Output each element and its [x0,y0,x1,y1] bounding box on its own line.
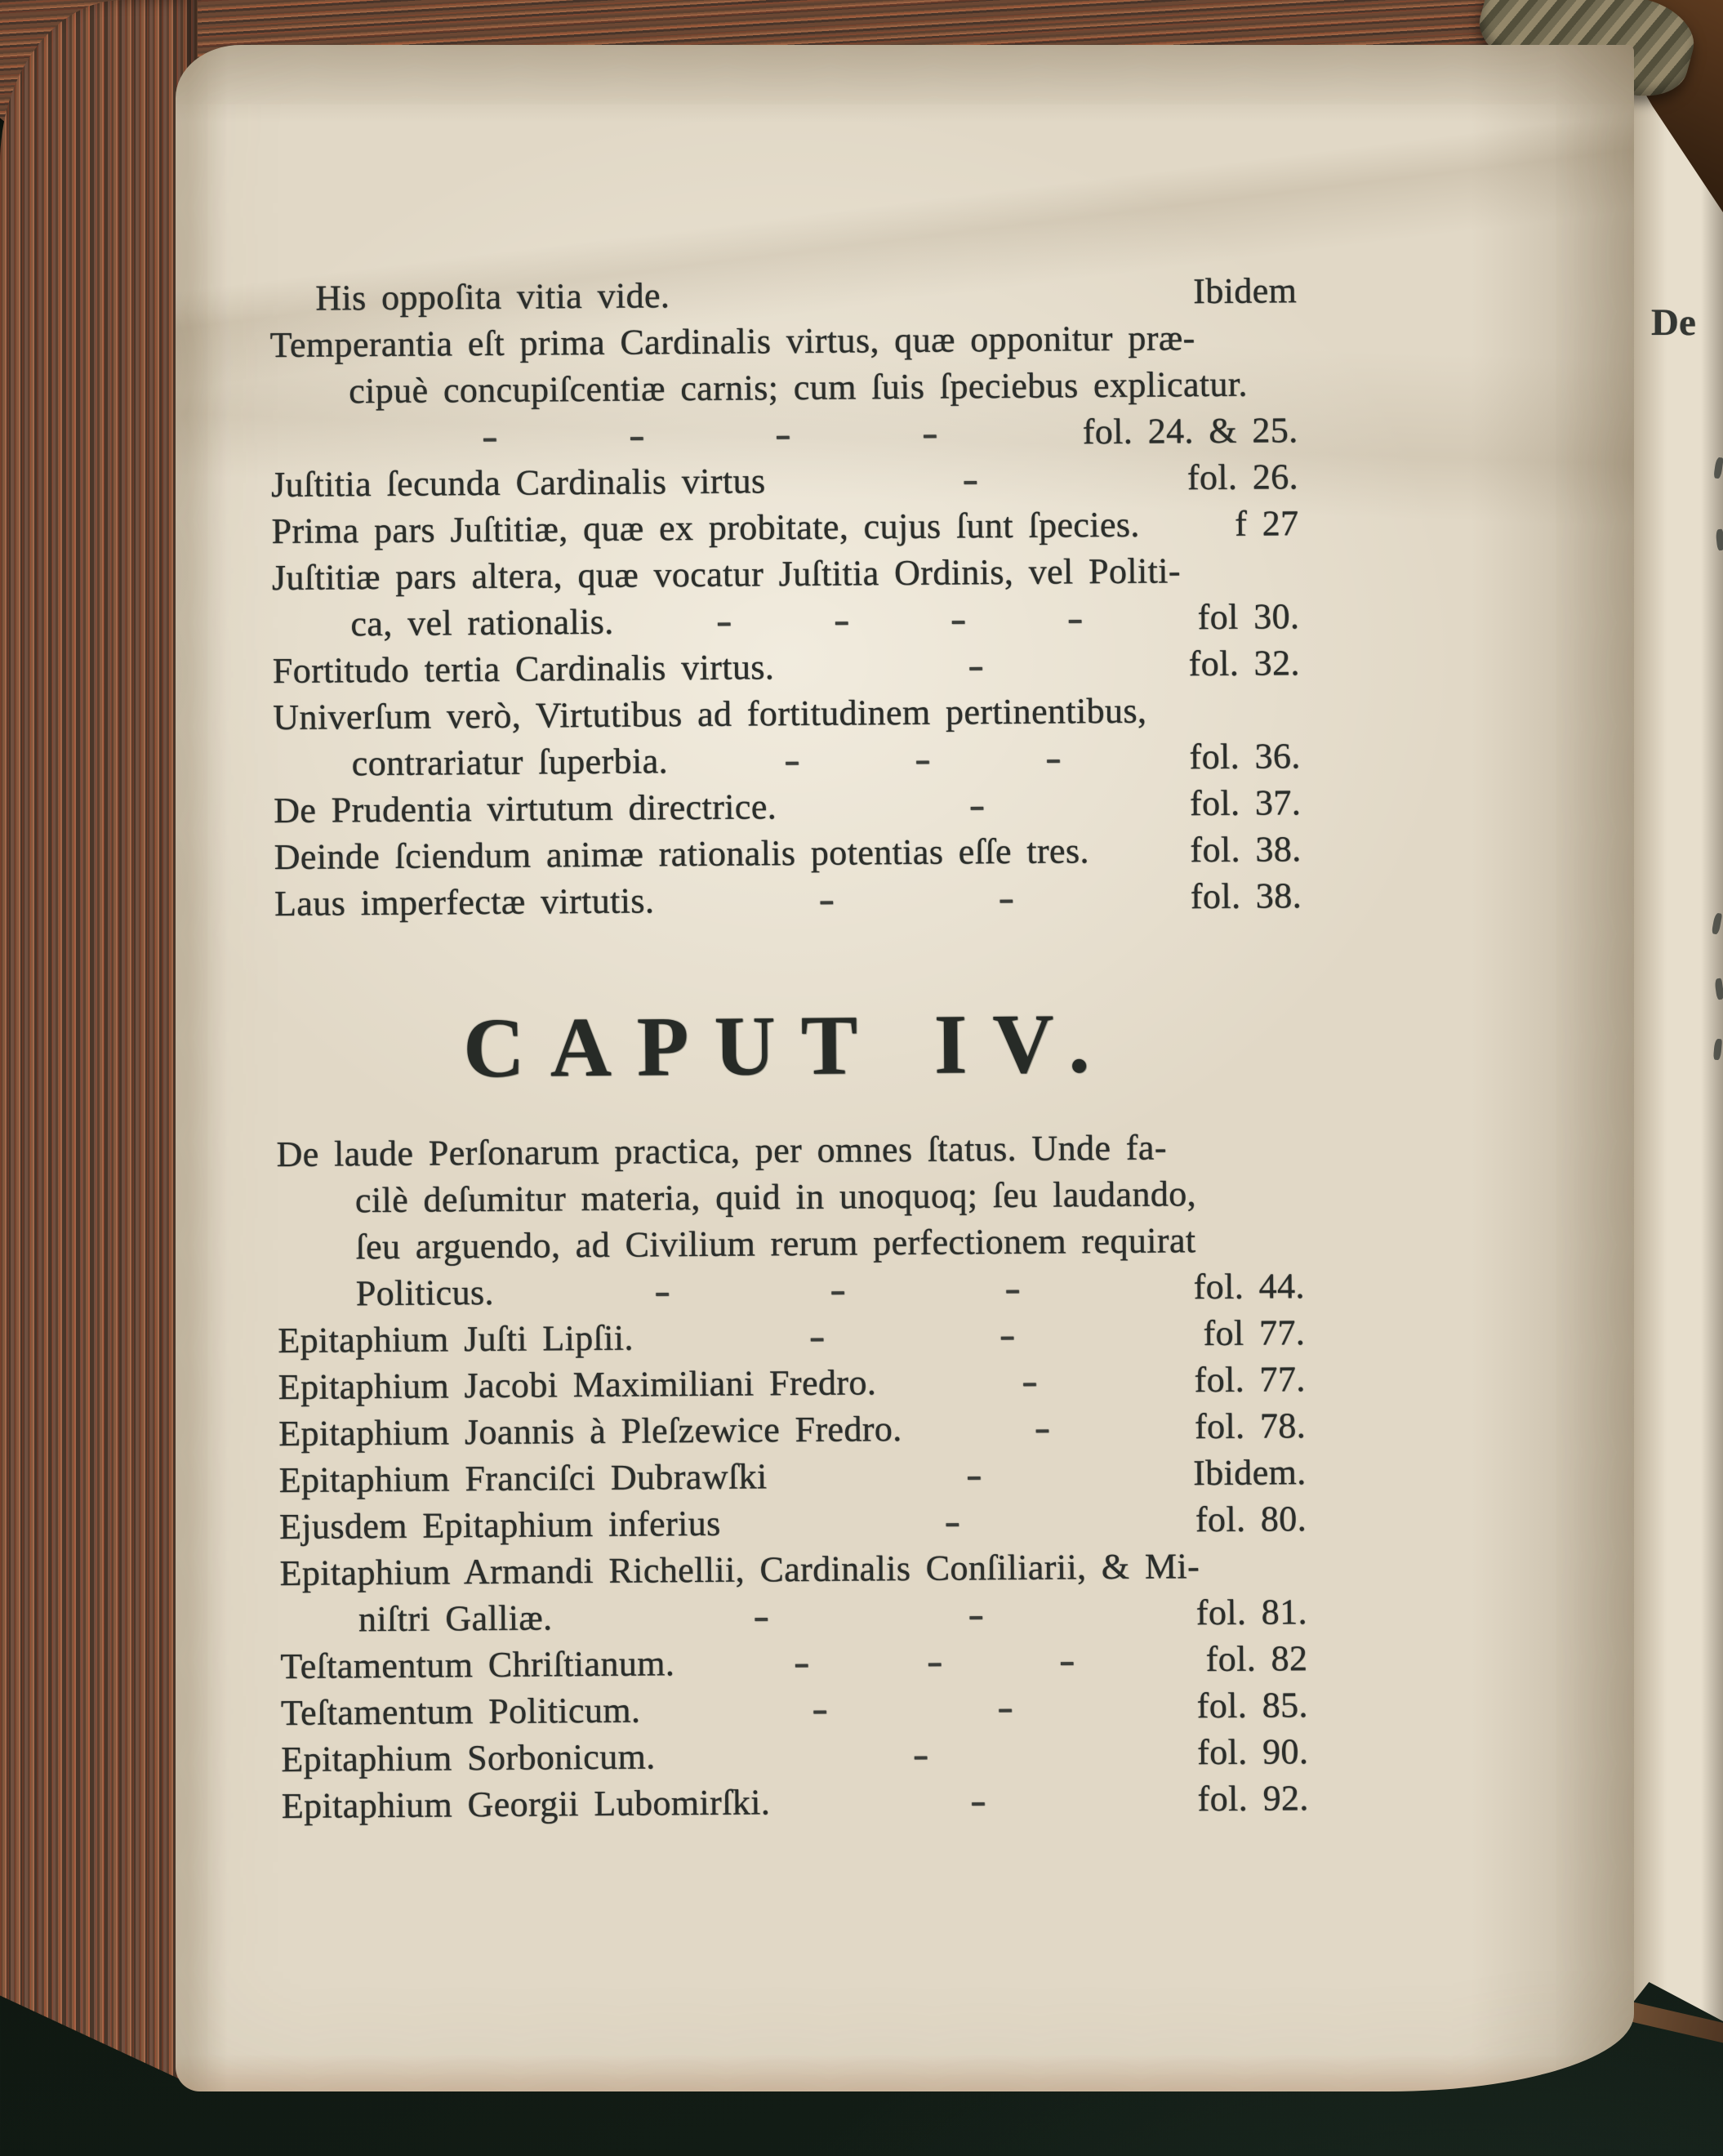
toc-entry-text: Epitaphium Franciſci Dubrawſki [278,1456,768,1500]
toc-entry-text: niſtri Galliæ. [358,1597,553,1640]
toc-folio: fol. 32. [1188,643,1300,684]
toc-folio: fol. 36. [1189,736,1301,777]
leader-dashes [634,1310,1192,1361]
table-of-contents [269,267,1309,1829]
toc-entry-text: Univerſum verò, Virtutibus ad fortitudinem pertinentibus, [273,690,1147,737]
leader-dash: - [969,1780,987,1821]
toc-line [270,407,1298,461]
toc-entry-text: De laude Perſonarum practica, per omnes ſtatus. Unde fa- [276,1127,1167,1174]
leader-dashes [655,1729,1186,1780]
toc-folio: Ibidem [1192,270,1298,312]
toc-entry-text: De Prudentia virtutum directrice. [273,786,777,831]
leader-dash: - [833,599,850,640]
toc-folio: fol. 82 [1205,1638,1308,1680]
leader-dashes [494,1263,1182,1316]
leader-dash: - [752,1596,770,1637]
toc-line [277,1216,1304,1271]
leader-dash: - [968,785,986,826]
leader-dash: - [1066,598,1084,639]
leader-dashes [765,454,1176,504]
toc-entry-text: Epitaphium Sorbonicum. [281,1736,656,1780]
leader-dash: - [818,879,836,920]
toc-entry-text: Fortitudo tertia Cardinalis virtus. [272,647,775,691]
facing-page-sliver [1630,47,1723,2071]
toc-line [281,1775,1308,1829]
leader-space [1140,536,1223,537]
leader-dash: - [943,1501,961,1542]
toc-line [278,1263,1305,1317]
toc-line [272,593,1299,648]
leader-dash: - [811,1688,829,1729]
toc-line [270,360,1298,415]
leader-dashes [654,873,1179,924]
leader-space [670,303,1182,307]
leader-dashes [349,408,1071,461]
leader-dash: - [914,738,932,779]
toc-entry-text: cipuè concupiſcentiæ carnis; cum ſuis ſpeciebus explicatur. [348,363,1249,412]
leader-dash: - [628,415,646,456]
toc-folio: fol. 80. [1195,1499,1307,1540]
leader-dash: - [775,413,792,455]
toc-line [273,686,1300,741]
toc-line [271,500,1298,555]
leader-dash: - [967,1594,985,1635]
toc-entry-text: ſeu arguendo, ad Civilium rerum perfectionem requirat [355,1220,1196,1267]
leader-dash: - [1004,1267,1022,1308]
toc-line [278,1449,1306,1503]
leader-dashes [774,640,1178,690]
toc-entry-text: Juſtitiæ pars altera, quæ vocatur Juſtitia Ordinis, vel Politi- [271,550,1182,598]
toc-folio: fol. 77. [1194,1359,1306,1401]
leader-dash: - [829,1269,847,1310]
leader-dash: - [967,645,985,686]
toc-entry-text: Temperantia eſt prima Cardinalis virtus, quæ opponitur præ- [269,318,1195,365]
leader-dashes [720,1496,1184,1546]
toc-line [274,779,1301,834]
toc-entry-text: cilè deſumitur materia, quid in unoquoq; ſeu laudando, [354,1174,1197,1221]
toc-line [278,1402,1306,1457]
toc-folio: fol. 85. [1196,1685,1308,1726]
toc-folio: fol 77. [1203,1312,1306,1354]
toc-entry-text [271,449,349,450]
leader-dash: - [1021,1361,1039,1401]
leader-dashes [902,1403,1183,1452]
toc-line [271,453,1298,508]
toc-line [269,267,1297,322]
toc-line [274,872,1302,927]
leader-dash: - [922,412,939,453]
toc-line [277,1169,1304,1224]
facing-page-text-fragment: De [1651,301,1696,344]
leader-dash: - [1058,1640,1076,1681]
toc-line [274,826,1301,880]
leader-dash: - [793,1642,810,1683]
toc-folio: fol. 26. [1187,457,1299,498]
toc-line [281,1682,1308,1736]
toc-line [278,1309,1305,1364]
leader-dash: - [962,459,979,500]
toc-folio: fol. 38. [1190,875,1302,917]
leader-dash: - [481,416,499,457]
toc-entry-text: Juſtitia ſecunda Cardinalis virtus [270,461,766,505]
toc-folio: fol. 38. [1190,829,1302,871]
toc-folio: fol. 44. [1193,1266,1305,1307]
leader-dash: - [715,600,733,641]
leader-dash: - [950,599,968,639]
leader-dash: - [965,1454,983,1495]
left-page [176,45,1634,2091]
toc-folio: f 27 [1234,503,1299,544]
toc-line [276,1123,1303,1178]
toc-line [278,1356,1305,1410]
toc-line [280,1635,1307,1690]
toc-folio: fol 30. [1197,596,1300,638]
toc-folio: fol. 92. [1197,1778,1309,1820]
toc-folio: Ibidem. [1192,1452,1307,1494]
leader-dashes [770,1775,1187,1825]
leader-dash: - [783,739,801,781]
page-stack-fore-edge [0,0,198,2087]
toc-entry-text: Teſtamentum Chriſtianum. [280,1643,675,1686]
toc-entry-text: Epitaphium Georgii Lubomirſki. [281,1782,771,1826]
toc-entry-text: Epitaphium Joannis à Pleſzewice Fredro. [278,1408,902,1454]
toc-line [279,1495,1307,1550]
toc-line [272,546,1299,601]
toc-entry-text: Politicus. [355,1272,495,1314]
toc-entry-text: Ejusdem Epitaphium inferius [278,1503,721,1547]
toc-entry-text: Epitaphium Juſti Lipſii. [278,1317,634,1361]
leader-dash: - [999,1314,1017,1356]
toc-line [269,314,1297,368]
toc-entry-text: Laus imperfectæ virtutis. [274,880,655,924]
leader-dash: - [997,877,1015,919]
leader-dash: - [911,1734,929,1775]
toc-folio: fol. 90. [1196,1731,1309,1773]
leader-dashes [777,780,1178,830]
toc-line [273,733,1300,787]
toc-folio: fol. 37. [1189,782,1302,824]
chapter-heading: CAPUT IV. [462,996,1116,1096]
leader-dash: - [1044,737,1062,778]
toc-entry-text: contrariatur ſuperbia. [351,741,669,784]
toc-line [279,1542,1307,1597]
toc-folio: fol. 78. [1194,1405,1307,1447]
toc-entry-text: Prima pars Juſtitiæ, quæ ex probitate, cujus ſunt ſpecies. [271,504,1140,551]
toc-line [281,1728,1308,1783]
toc-entry-text: Teſtamentum Politicum. [280,1690,641,1733]
leader-dashes [876,1356,1183,1405]
toc-entry-text: Epitaphium Jacobi Maximiliani Fredro. [278,1362,877,1407]
leader-dash: - [926,1641,943,1682]
leader-dashes [640,1682,1186,1733]
leader-dashes [668,733,1178,784]
leader-dashes [675,1636,1195,1686]
toc-line [280,1588,1307,1643]
leader-dashes [613,594,1186,645]
toc-folio: fol. 81. [1195,1592,1308,1633]
leader-dash: - [654,1271,672,1312]
leader-dashes [767,1450,1182,1499]
leader-dash: - [997,1686,1015,1728]
toc-entry-text: His oppoſita vitia vide. [315,275,670,318]
toc-entry-text: Deinde ſciendum animæ rationalis potentias eſſe tres. [274,831,1089,877]
leader-dash: - [808,1316,826,1356]
toc-entry-text: ca, vel rationalis. [350,601,614,644]
toc-entry-text: Epitaphium Armandi Richellii, Cardinalis Conſiliarii, & Mi- [279,1546,1200,1593]
toc-folio: fol. 24. & 25. [1082,410,1298,452]
leader-dashes [552,1589,1185,1641]
leader-dash: - [1034,1407,1052,1448]
toc-line [273,639,1300,694]
